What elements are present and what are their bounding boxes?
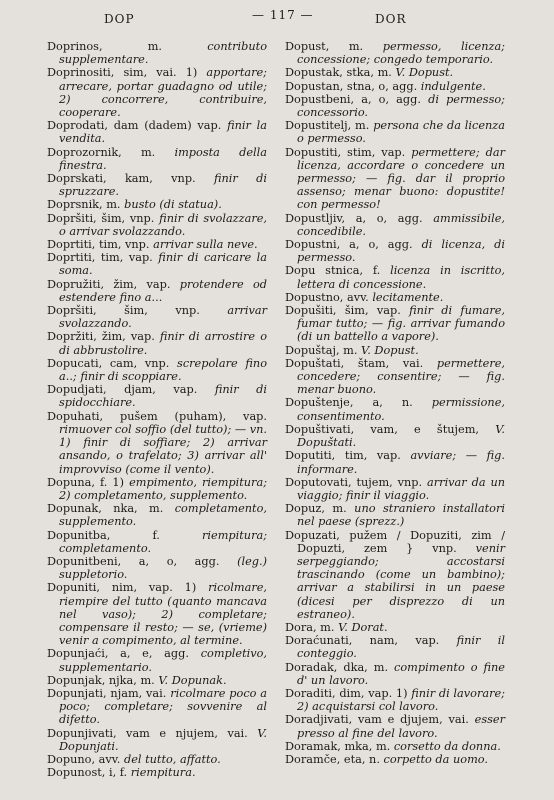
page-header xyxy=(0,8,554,28)
dictionary-entry xyxy=(47,383,267,409)
header-left-guide-word: DOP xyxy=(104,12,135,26)
entry-headword: Dopustan, stna, o, agg. xyxy=(285,79,418,93)
entry-translation: permettere, concedere; consentire; — fig. menar buono. xyxy=(297,356,506,397)
entry-headword: Dopuštati, štam, vai. xyxy=(285,356,424,370)
entry-translation: di licenza, di permesso. xyxy=(297,238,505,265)
dictionary-entry xyxy=(47,753,267,766)
dictionary-entry xyxy=(47,119,267,145)
dictionary-entry xyxy=(47,410,267,476)
dictionary-entry xyxy=(285,304,505,344)
dictionary-entry xyxy=(47,687,267,727)
dictionary-entry xyxy=(47,581,267,647)
dictionary-entry xyxy=(285,476,505,502)
dictionary-entry xyxy=(285,502,505,528)
entry-headword: Dopršiti, šim, vnp. xyxy=(47,304,200,318)
entry-translation: uno straniero installatori nel paese (sprezz.) xyxy=(297,502,505,529)
dictionary-entry xyxy=(47,330,267,356)
left-column xyxy=(47,40,267,779)
entry-translation: compimento o fine d' un lavoro. xyxy=(297,660,505,687)
entry-translation: finir la vendita. xyxy=(59,119,268,146)
entry-headword: Dopršiti, šim, vnp. xyxy=(47,211,155,225)
entry-headword: Doraćunati, nam, vap. xyxy=(285,634,440,648)
right-column xyxy=(285,40,505,766)
entry-translation: (leg.) suppletorio. xyxy=(59,554,267,582)
dictionary-entry xyxy=(285,713,505,739)
dictionary-entry xyxy=(47,40,267,66)
entry-headword: Dopuna, f. 1) xyxy=(47,475,125,489)
dictionary-entry xyxy=(47,278,267,304)
dictionary-entry xyxy=(285,529,505,621)
entry-translation: lecitamente. xyxy=(372,290,444,304)
entry-translation: screpolare fino a..; finir di scoppiare. xyxy=(59,356,267,384)
entry-headword: Dopušiti, šim, vap. xyxy=(285,304,401,318)
dictionary-entry xyxy=(47,476,267,502)
dictionary-entry xyxy=(47,251,267,277)
dictionary-entry xyxy=(285,449,505,475)
entry-headword: Doputovati, tujem, vnp. xyxy=(285,475,423,489)
entry-headword: Doprinositi, sim, vai. 1) xyxy=(47,66,198,80)
entry-translation: arrivar da un viaggio; finir il viaggio. xyxy=(297,475,505,502)
entry-translation: riempitura; completamento. xyxy=(59,528,268,555)
dictionary-entry xyxy=(47,304,267,330)
dictionary-entry xyxy=(285,212,505,238)
dictionary-entry xyxy=(285,146,505,212)
entry-translation: permissione, consentimento. xyxy=(297,396,505,423)
entry-translation: contributo supplementare. xyxy=(59,40,267,67)
entry-translation: protendere od estendere fino a... xyxy=(59,277,268,304)
entry-translation: V. Dorat. xyxy=(338,620,388,634)
entry-headword: Dopunjaći, a, e, agg. xyxy=(47,647,189,661)
page-number: — 117 — xyxy=(252,8,314,22)
entry-translation: permesso, licenza; concessione; congedo temporario. xyxy=(297,40,505,67)
entry-translation: V. Dopunjati. xyxy=(59,726,267,753)
entry-headword: Doprodati, dam (dadem) vap. xyxy=(47,119,222,133)
dictionary-entry xyxy=(285,238,505,264)
dictionary-entry xyxy=(285,357,505,397)
entry-headword: Doputiti, tim, vap. xyxy=(285,449,401,463)
dictionary-entry xyxy=(285,423,505,449)
entry-headword: Dopustiti, stim, vap. xyxy=(285,145,406,159)
dictionary-entry xyxy=(47,529,267,555)
entry-headword: Doprinos, m. xyxy=(47,40,163,53)
entry-translation: esser presso al fine del lavoro. xyxy=(297,713,506,740)
entry-headword: Dopunitba, f. xyxy=(47,528,160,542)
entry-headword: Dopustitelj, m. xyxy=(285,119,370,133)
entry-headword: Dopržiti, žim, vap. xyxy=(47,330,155,344)
entry-headword: Dopudjati, djam, vap. xyxy=(47,383,198,397)
entry-headword: Dopustni, a, o, agg. xyxy=(285,238,413,252)
entry-translation: completivo, supplementario. xyxy=(59,647,268,674)
entry-translation: finir di spidocchiare. xyxy=(59,383,268,410)
entry-translation: finir di spruzzare. xyxy=(59,172,268,199)
entry-headword: Dopu stnica, f. xyxy=(285,264,381,278)
entry-headword: Doprozornik, m. xyxy=(47,145,156,159)
entry-translation: empimento, riempitura; 2) completamento, supplemento. xyxy=(59,475,268,502)
dictionary-entry xyxy=(285,80,505,93)
dictionary-entry xyxy=(285,687,505,713)
dictionary-entry xyxy=(285,740,505,753)
entry-translation: indulgente. xyxy=(420,79,486,93)
entry-translation: V. Dopust. xyxy=(395,66,454,80)
dictionary-entry xyxy=(285,264,505,290)
dictionary-entry xyxy=(47,357,267,383)
entry-translation: ricolmare poco a poco; completare; sovvenire al difetto. xyxy=(59,686,267,727)
dictionary-entry xyxy=(285,621,505,634)
entry-translation: permettere; dar licenza, accordare o concedere un permesso; — fig. dar il proprio assenso; menar buono: dopustite! con permesso! xyxy=(297,145,505,212)
entry-translation: imposta della finestra. xyxy=(59,145,267,172)
entry-headword: Dopucati, cam, vnp. xyxy=(47,356,170,370)
entry-translation: finir di lavorare; 2) acquistarsi col lavoro. xyxy=(297,686,505,714)
entry-translation: V. Dopust. xyxy=(361,343,419,357)
entry-translation: corpetto da uomo. xyxy=(383,752,488,766)
entry-translation: corsetto da donna. xyxy=(393,739,501,753)
entry-headword: Dopunost, i, f. xyxy=(47,766,128,780)
entry-translation: V. Dopuštati. xyxy=(297,422,505,450)
entry-headword: Doprtiti, tim, vnp. xyxy=(47,238,150,252)
entry-translation: completamento, supplemento. xyxy=(59,502,267,529)
entry-headword: Doramče, eta, n. xyxy=(285,752,380,766)
entry-translation: ricolmare, riempire del tutto (quanto mancava nel vaso); 2) completare; compensare il resto; — se, (vrieme) venir a compimento, al termine. xyxy=(59,581,268,648)
entry-headword: Dopružiti, žim, vap. xyxy=(47,277,171,291)
dictionary-entry xyxy=(47,766,267,779)
entry-translation: venir serpeggiando; accostarsi trascinando (come un bambino); arrivar a stabilirsi in un paese (dicesi per disprezzo di un estraneo). xyxy=(297,541,505,621)
dictionary-entry xyxy=(285,66,505,79)
entry-headword: Dopunjivati, vam e njujem, vai. xyxy=(47,726,248,740)
entry-headword: Doradak, dka, m. xyxy=(285,660,389,674)
dictionary-entry xyxy=(47,727,267,753)
dictionary-entry xyxy=(47,502,267,528)
entry-translation: licenza in iscritto, lettera di concessione. xyxy=(297,264,506,291)
entry-translation: finir di caricare la soma. xyxy=(59,251,268,278)
dictionary-entry xyxy=(47,212,267,238)
dictionary-entry xyxy=(285,93,505,119)
dictionary-entry xyxy=(285,344,505,357)
entry-headword: Doradjivati, vam e djujem, vai. xyxy=(285,713,469,727)
dictionary-entry xyxy=(285,634,505,660)
entry-headword: Dopustak, stka, m. xyxy=(285,66,392,80)
entry-translation: rimuover col soffio (del tutto); — vn. 1) finir di soffiare; 2) arrivar ansando, o trafelato; 3) arrivar all' improvviso (come il vento). xyxy=(59,422,267,476)
entry-headword: Dopustljiv, a, o, agg. xyxy=(285,211,423,225)
dictionary-entry xyxy=(285,40,505,66)
entry-headword: Dopunak, nka, m. xyxy=(47,502,164,516)
entry-headword: Dopuno, avv. xyxy=(47,752,121,766)
entry-headword: Dopuz, m. xyxy=(285,502,347,516)
entry-headword: Dopuštivati, vam, e štujem, xyxy=(285,422,479,436)
entry-headword: Dopunitbeni, a, o, agg. xyxy=(47,554,220,568)
header-right-guide-word: DOR xyxy=(375,12,407,26)
entry-headword: Dopuhati, pušem (puham), vap. xyxy=(47,409,267,423)
entry-headword: Doprskati, kam, vnp. xyxy=(47,172,196,186)
entry-headword: Doprtiti, tim, vap. xyxy=(47,251,153,265)
entry-translation: finir di svolazzare, o arrivar svolazzando. xyxy=(59,211,268,238)
entry-translation: riempitura. xyxy=(130,766,196,780)
entry-translation: finir il conteggio. xyxy=(297,634,505,661)
entry-translation: apportare; arrecare, portar guadagno od utile; 2) concorrere, contribuire, cooperare. xyxy=(59,66,267,120)
entry-headword: Dora, m. xyxy=(285,620,335,634)
dictionary-entry xyxy=(47,198,267,211)
dictionary-entry xyxy=(47,238,267,251)
dictionary-entry xyxy=(47,555,267,581)
entry-headword: Dopuštenje, a, n. xyxy=(285,396,413,410)
dictionary-entry xyxy=(47,146,267,172)
entry-headword: Doprsnik, m. xyxy=(47,198,121,212)
dictionary-entry xyxy=(285,661,505,687)
dictionary-entry xyxy=(285,291,505,304)
entry-headword: Dopust, m. xyxy=(285,40,364,53)
entry-translation: busto (di statua). xyxy=(124,198,222,212)
entry-headword: Dopunjak, njka, m. xyxy=(47,673,155,687)
entry-translation: di permesso; concessorio. xyxy=(297,92,505,120)
entry-translation: V. Dopunak. xyxy=(158,673,227,687)
dictionary-entry xyxy=(47,674,267,687)
entry-headword: Doramak, mka, m. xyxy=(285,739,391,753)
entry-translation: avviare; — fig. informare. xyxy=(297,449,506,476)
dictionary-entry xyxy=(47,172,267,198)
entry-headword: Dopustno, avv. xyxy=(285,290,369,304)
entry-headword: Dopuštaj, m. xyxy=(285,343,358,357)
entry-translation: finir di fumare, fumar tutto; — fig. arrivar fumando (di un battello a vapore). xyxy=(297,304,506,344)
entry-translation: persona che da licenza o permesso. xyxy=(297,119,505,146)
entry-translation: del tutto, affatto. xyxy=(123,752,221,766)
entry-translation: finir di arrostire o di abbrustolire. xyxy=(59,330,267,357)
entry-headword: Doraditi, dim, vap. 1) xyxy=(285,686,408,700)
dictionary-entry xyxy=(285,753,505,766)
dictionary-entry xyxy=(47,66,267,119)
dictionary-entry xyxy=(47,647,267,673)
entry-translation: arrivar sulla neve. xyxy=(153,238,258,252)
dictionary-entry xyxy=(285,119,505,145)
entry-translation: arrivar svolazzando. xyxy=(59,304,267,331)
entry-translation: ammissibile, concedibile. xyxy=(297,211,505,238)
entry-headword: Dopuniti, nim, vap. 1) xyxy=(47,581,197,595)
dictionary-entry xyxy=(285,396,505,422)
entry-headword: Dopunjati, njam, vai. xyxy=(47,686,167,700)
entry-headword: Dopustbeni, a, o, agg. xyxy=(285,92,421,106)
entry-headword: Dopuzati, pužem / Dopuziti, zim / Dopuzti, zem } vnp. xyxy=(285,528,505,555)
